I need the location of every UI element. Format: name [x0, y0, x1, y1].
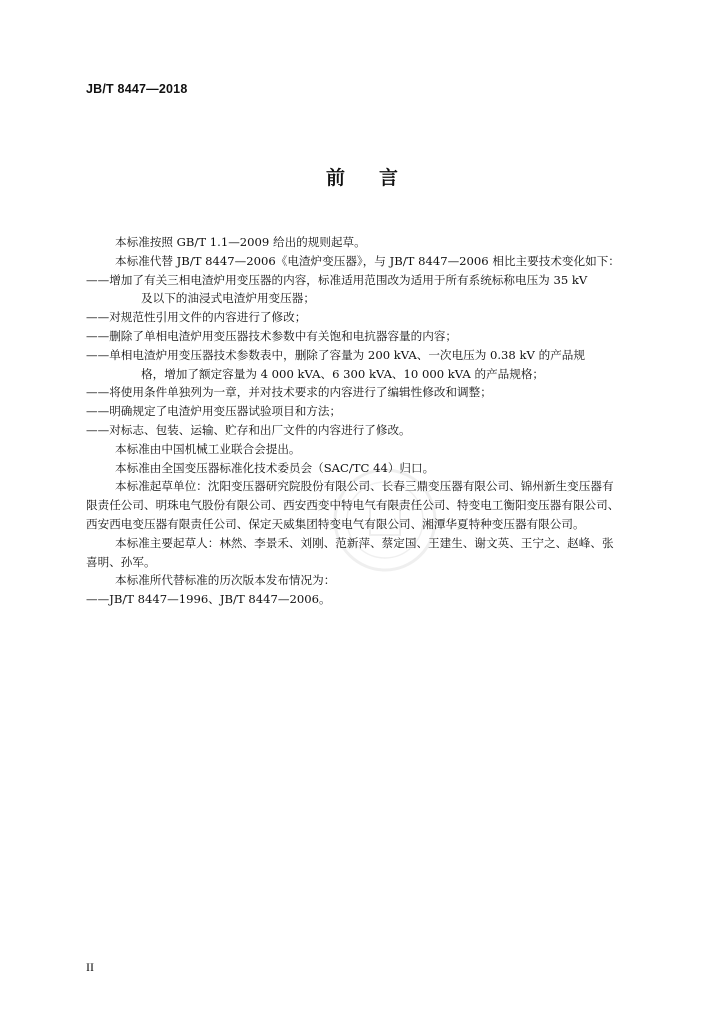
- change-item-reactor: ——删除了单相电渣炉用变压器技术参数中有关饱和电抗器容量的内容；: [86, 328, 458, 343]
- paragraph-centralized-by: 本标准由全国变压器标准化技术委员会（SAC/TC 44）归口。: [115, 460, 435, 475]
- paragraph-drafting-units: 本标准起草单位：沈阳变压器研究院股份有限公司、长春三鼎变压器有限公司、锦州新生变压器有: [115, 479, 614, 494]
- paragraph-history: 本标准所代替标准的历次版本发布情况为：: [115, 573, 336, 588]
- page-number: II: [86, 960, 94, 974]
- paragraph-proposed-by: 本标准由中国机械工业联合会提出。: [115, 441, 301, 456]
- change-item-scope: ——增加了有关三相电渣炉用变压器的内容，标准适用范围改为适用于所有系统标称电压为 35 kV: [86, 272, 588, 287]
- change-item-references: ——对规范性引用文件的内容进行了修改；: [86, 310, 307, 325]
- standard-number: JB/T 8447—2018: [86, 82, 188, 96]
- paragraph-drafters-line2: 喜明、孙军。: [86, 554, 156, 569]
- change-item-conditions: ——将使用条件单独列为一章，并对技术要求的内容进行了编辑性修改和调整；: [86, 385, 492, 400]
- paragraph-drafting-units-line2: 限责任公司、明珠电气股份有限公司、西安西变中特电气有限责任公司、特变电工衡阳变压器有限公司、: [86, 498, 620, 513]
- paragraph-drafting-units-line3: 西安西电变压器有限责任公司、保定天威集团特变电气有限公司、湘潭华夏特种变压器有限公司。: [86, 516, 585, 531]
- paragraph-drafters: 本标准主要起草人：林然、李景禾、刘刚、范新萍、蔡定国、王建生、谢文英、王宁之、赵峰、张: [115, 535, 614, 550]
- change-item-parameters: ——单相电渣炉用变压器技术参数表中，删除了容量为 200 kVA、一次电压为 0.38 kV 的产品规: [86, 347, 585, 362]
- paragraph-replacement: 本标准代替 JB/T 8447—2006《电渣炉变压器》，与 JB/T 8447—2006 相比主要技术变化如下：: [115, 253, 620, 268]
- change-item-marking: ——对标志、包装、运输、贮存和出厂文件的内容进行了修改。: [86, 422, 411, 437]
- preface-body: [86, 233, 653, 609]
- change-item-parameters-continued: 格，增加了额定容量为 4 000 kVA、6 300 kVA、10 000 kVA 的产品规格；: [141, 366, 545, 381]
- change-item-tests: ——明确规定了电渣炉用变压器试验项目和方法；: [86, 404, 342, 419]
- change-item-scope-continued: 及以下的油浸式电渣炉用变压器；: [141, 291, 315, 306]
- history-item: ——JB/T 8447—1996、JB/T 8447—2006。: [86, 592, 331, 607]
- page-title: 前言: [325, 167, 432, 189]
- paragraph-drafting-rules: 本标准按照 GB/T 1.1—2009 给出的规则起草。: [115, 235, 366, 249]
